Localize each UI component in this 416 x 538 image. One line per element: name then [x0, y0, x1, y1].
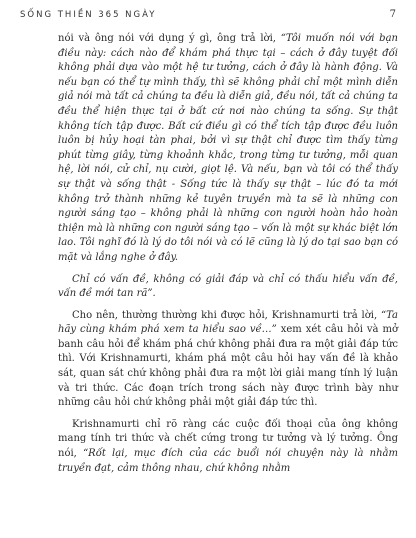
page-number: 7: [389, 9, 396, 20]
running-header: [20, 9, 396, 20]
book-title: SỐNG THIỀN 365 NGÀY: [20, 10, 157, 20]
text-run: xem xét câu hỏi và mở banh câu hỏi để khám phá chứ không phải đưa ra một giải đáp tức thì. Với Krishnamurti, khám phá một câu hỏi hay vấn đề là khảo sát, quan sát chứ không phải đưa ra một lời giải mang tính lý luận và tri thức. Các đoạn trích trong sách này được trình bày như những câu hỏi chứ không phải một giải đáp tức thì.: [58, 324, 398, 409]
quotation-run: “Tôi muốn nói với bạn điều này: cách nào để khám phá thực tại – cách ở đây tuyệt đối không phải dựa vào một hệ tư tưởng, cách ở đây là hành động. Và nếu bạn có thể tự mình thấy, thì sẽ không phải chỉ một mình diễn giả nói mà tất cả chúng ta đều là diễn giả, đều nói, tất cả chúng ta đều thể hiện thực tại ở bất cứ nơi nào chúng ta sống. Sự thật không tích tập được. Bất cứ điều gì có thể tích tập được đều luôn luôn bị hủy hoại tàn phai, bởi vì sự thật chỉ được tìm thấy từng phút từng giây, từng khoảnh khắc, trong từng tư tưởng, mỗi quan hệ, lời nói, cử chỉ, nụ cười, giọt lệ. Và nếu, bạn và tôi có thể thấy sự thật và sống thật - Sống tức là thấy sự thật – lúc đó ta mới không trở thành những kẻ tuyên truyền mà ta sẽ là những con người sáng tạo – không phải là những con người hoàn hảo hoàn thiện mà là những con người sáng tạo – vốn là một sự khác biệt lớn lao. Tôi nghĩ đó là lý do tôi nói và có lẽ cũng là lý do tại sao bạn có mặt và lắng nghe ở đây.: [58, 33, 398, 263]
paragraph: [58, 418, 398, 476]
text-run: Krishnamurti chỉ rõ ràng các cuộc đối thoại của ông không mang tính tri thức và chết cứng trong tư tưởng và lý tưởng. Ông nói,: [58, 418, 398, 460]
paragraph: [58, 273, 398, 302]
text-run: nói và ông nói với dụng ý gì, ông trả lời,: [58, 33, 281, 44]
paragraph: [58, 309, 398, 411]
quotation-run: “Rốt lại, mục đích của các buổi nói chuyện này là nhằm truyền đạt, cảm thông nhau, chứ không nhằm: [58, 448, 398, 474]
quotation-run: “Ta hãy cùng khám phá xem ta hiểu sao về…”: [58, 309, 398, 336]
body-text: [58, 32, 398, 483]
text-run: Cho nên, thường thường khi được hỏi, Krishnamurti trả lời,: [72, 309, 382, 321]
paragraph: [58, 32, 398, 266]
quotation-run: Chỉ có vấn đề, không có giải đáp và chỉ có thấu hiểu vấn đề, vấn đề mới tan rã”.: [58, 273, 398, 300]
